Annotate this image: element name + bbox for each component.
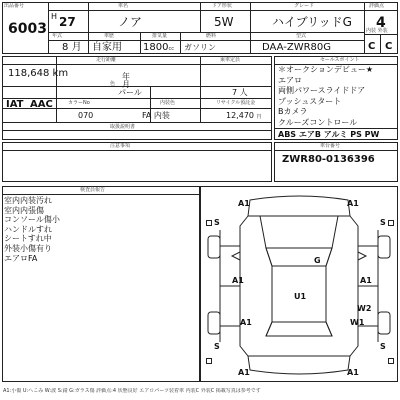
note-item: 室内内張傷 [4, 205, 44, 215]
inspector-notes [4, 196, 60, 263]
car-label: 車名 [118, 3, 129, 9]
sales-point: クルーズコントロール [278, 117, 358, 127]
note-item: エアロFA [4, 253, 38, 263]
era-char: H [51, 12, 58, 21]
fuel-value: ガソリン [184, 43, 216, 52]
fuel-label: 燃料 [206, 33, 217, 39]
trim-no-value: FA 内装 [142, 111, 170, 120]
mark-right-rear-3: A1 [360, 276, 372, 285]
doors-label: ドア形状 [212, 3, 232, 9]
transmission-value: IAT [6, 99, 24, 110]
remarks-label: 注意事項 [110, 143, 131, 149]
mark-side-rear-left: S [214, 342, 220, 351]
door-type: 5W [214, 15, 234, 29]
note-item: 室内内装汚れ [4, 196, 52, 205]
recycle-label: リサイクル預託金 [216, 100, 256, 106]
mark-rear-left: A1 [238, 368, 250, 377]
model-year: 27 [59, 15, 76, 29]
remarks-frame [2, 142, 272, 182]
sales-point: ＊オークションデビュー★ [278, 65, 374, 74]
mark-roof: U1 [294, 292, 307, 301]
recycle-value: 12,470 円 [226, 111, 262, 120]
lot-number: 6003 [8, 21, 47, 37]
score-label: 評価点 [369, 3, 385, 9]
sales-points [278, 65, 373, 128]
use-value: 自家用 [92, 42, 122, 53]
ac-value: AAC [30, 99, 53, 110]
color-no-value: 070 [78, 111, 94, 120]
mark-left-side: A1 [232, 276, 244, 285]
mark-right-rear-1: W2 [357, 304, 372, 313]
note-item: シートすれ中 [4, 234, 52, 244]
note-item: 外装小傷有り [4, 243, 52, 253]
year-label: 年式 [52, 33, 63, 39]
lot-label: 出品番号 [4, 3, 25, 9]
sales-point: 両側パワースライドドア [278, 86, 366, 95]
note-item: ハンドルすれ [4, 224, 52, 234]
sales-label: セールスポイント [320, 57, 360, 63]
sales-point: Bカメラ [278, 107, 308, 116]
exterior-grade: C [385, 41, 393, 52]
color-value: パール [118, 88, 142, 97]
cc-label: 排気量 [152, 33, 168, 39]
model-name: ノア [118, 15, 143, 29]
mileage-label: 走行距離 [96, 57, 117, 63]
grade-value: ハイブリッドG [272, 15, 352, 29]
type-label: 型式 [296, 33, 307, 39]
mark-front-right: A1 [347, 199, 359, 208]
mark-front-left: A1 [238, 199, 250, 208]
color-no-label: カラーNo [68, 100, 90, 106]
mark-side-front-right: S [380, 218, 386, 227]
chassis-label: 車台番号 [320, 143, 341, 149]
inspection-year-label: 年 [122, 72, 130, 81]
equipment-list: ABS エアB アルミ PS PW [278, 130, 380, 139]
corner-box [388, 358, 394, 364]
mark-side-front-left: S [214, 218, 220, 227]
chassis-number: ZWR80-0136396 [282, 154, 375, 165]
footer-note: A1:小傷 U:へこみ W:波 S:錆 G:ガラス傷 評価点:4 状態良好 エアロパーツ装着車 内装C 外装C 掲載写真は参考です [3, 388, 261, 394]
handbook-label: 取扱説明書 [110, 124, 136, 130]
displacement-value: 1800cc [143, 42, 174, 53]
mark-right-rear-2: W1 [350, 318, 365, 327]
use-label: 車歴 [104, 33, 115, 39]
corner-box [388, 220, 394, 226]
interior-grade: C [368, 41, 376, 52]
inspector-label: 検査員報告 [80, 187, 106, 193]
corner-box [206, 358, 212, 364]
trim-no-label: 内装色 [160, 100, 176, 106]
sales-point: プッシュスタート [278, 96, 342, 106]
inspection-month-label: 月 [122, 80, 130, 89]
mileage-value: 118,648 km [8, 68, 69, 79]
score-value: 4 [376, 15, 386, 31]
int-ext-label: 内装 外装 [366, 28, 388, 34]
grade-label: グレード [294, 3, 315, 9]
mark-rear-right: A1 [347, 368, 359, 377]
sales-point: エアロ [278, 75, 302, 85]
model-code: DAA-ZWR80G [262, 42, 332, 53]
seats-label: 乗車定員 [220, 57, 241, 63]
corner-box [206, 220, 212, 226]
seats-value: 7 人 [232, 88, 248, 97]
color-label: 色 [110, 81, 116, 87]
note-item: コンソール傷小 [4, 215, 60, 225]
mark-hood: G [314, 256, 321, 265]
mark-left-rear: A1 [240, 318, 252, 327]
mark-side-rear-right: S [380, 342, 386, 351]
month-value: 8 月 [62, 42, 82, 53]
